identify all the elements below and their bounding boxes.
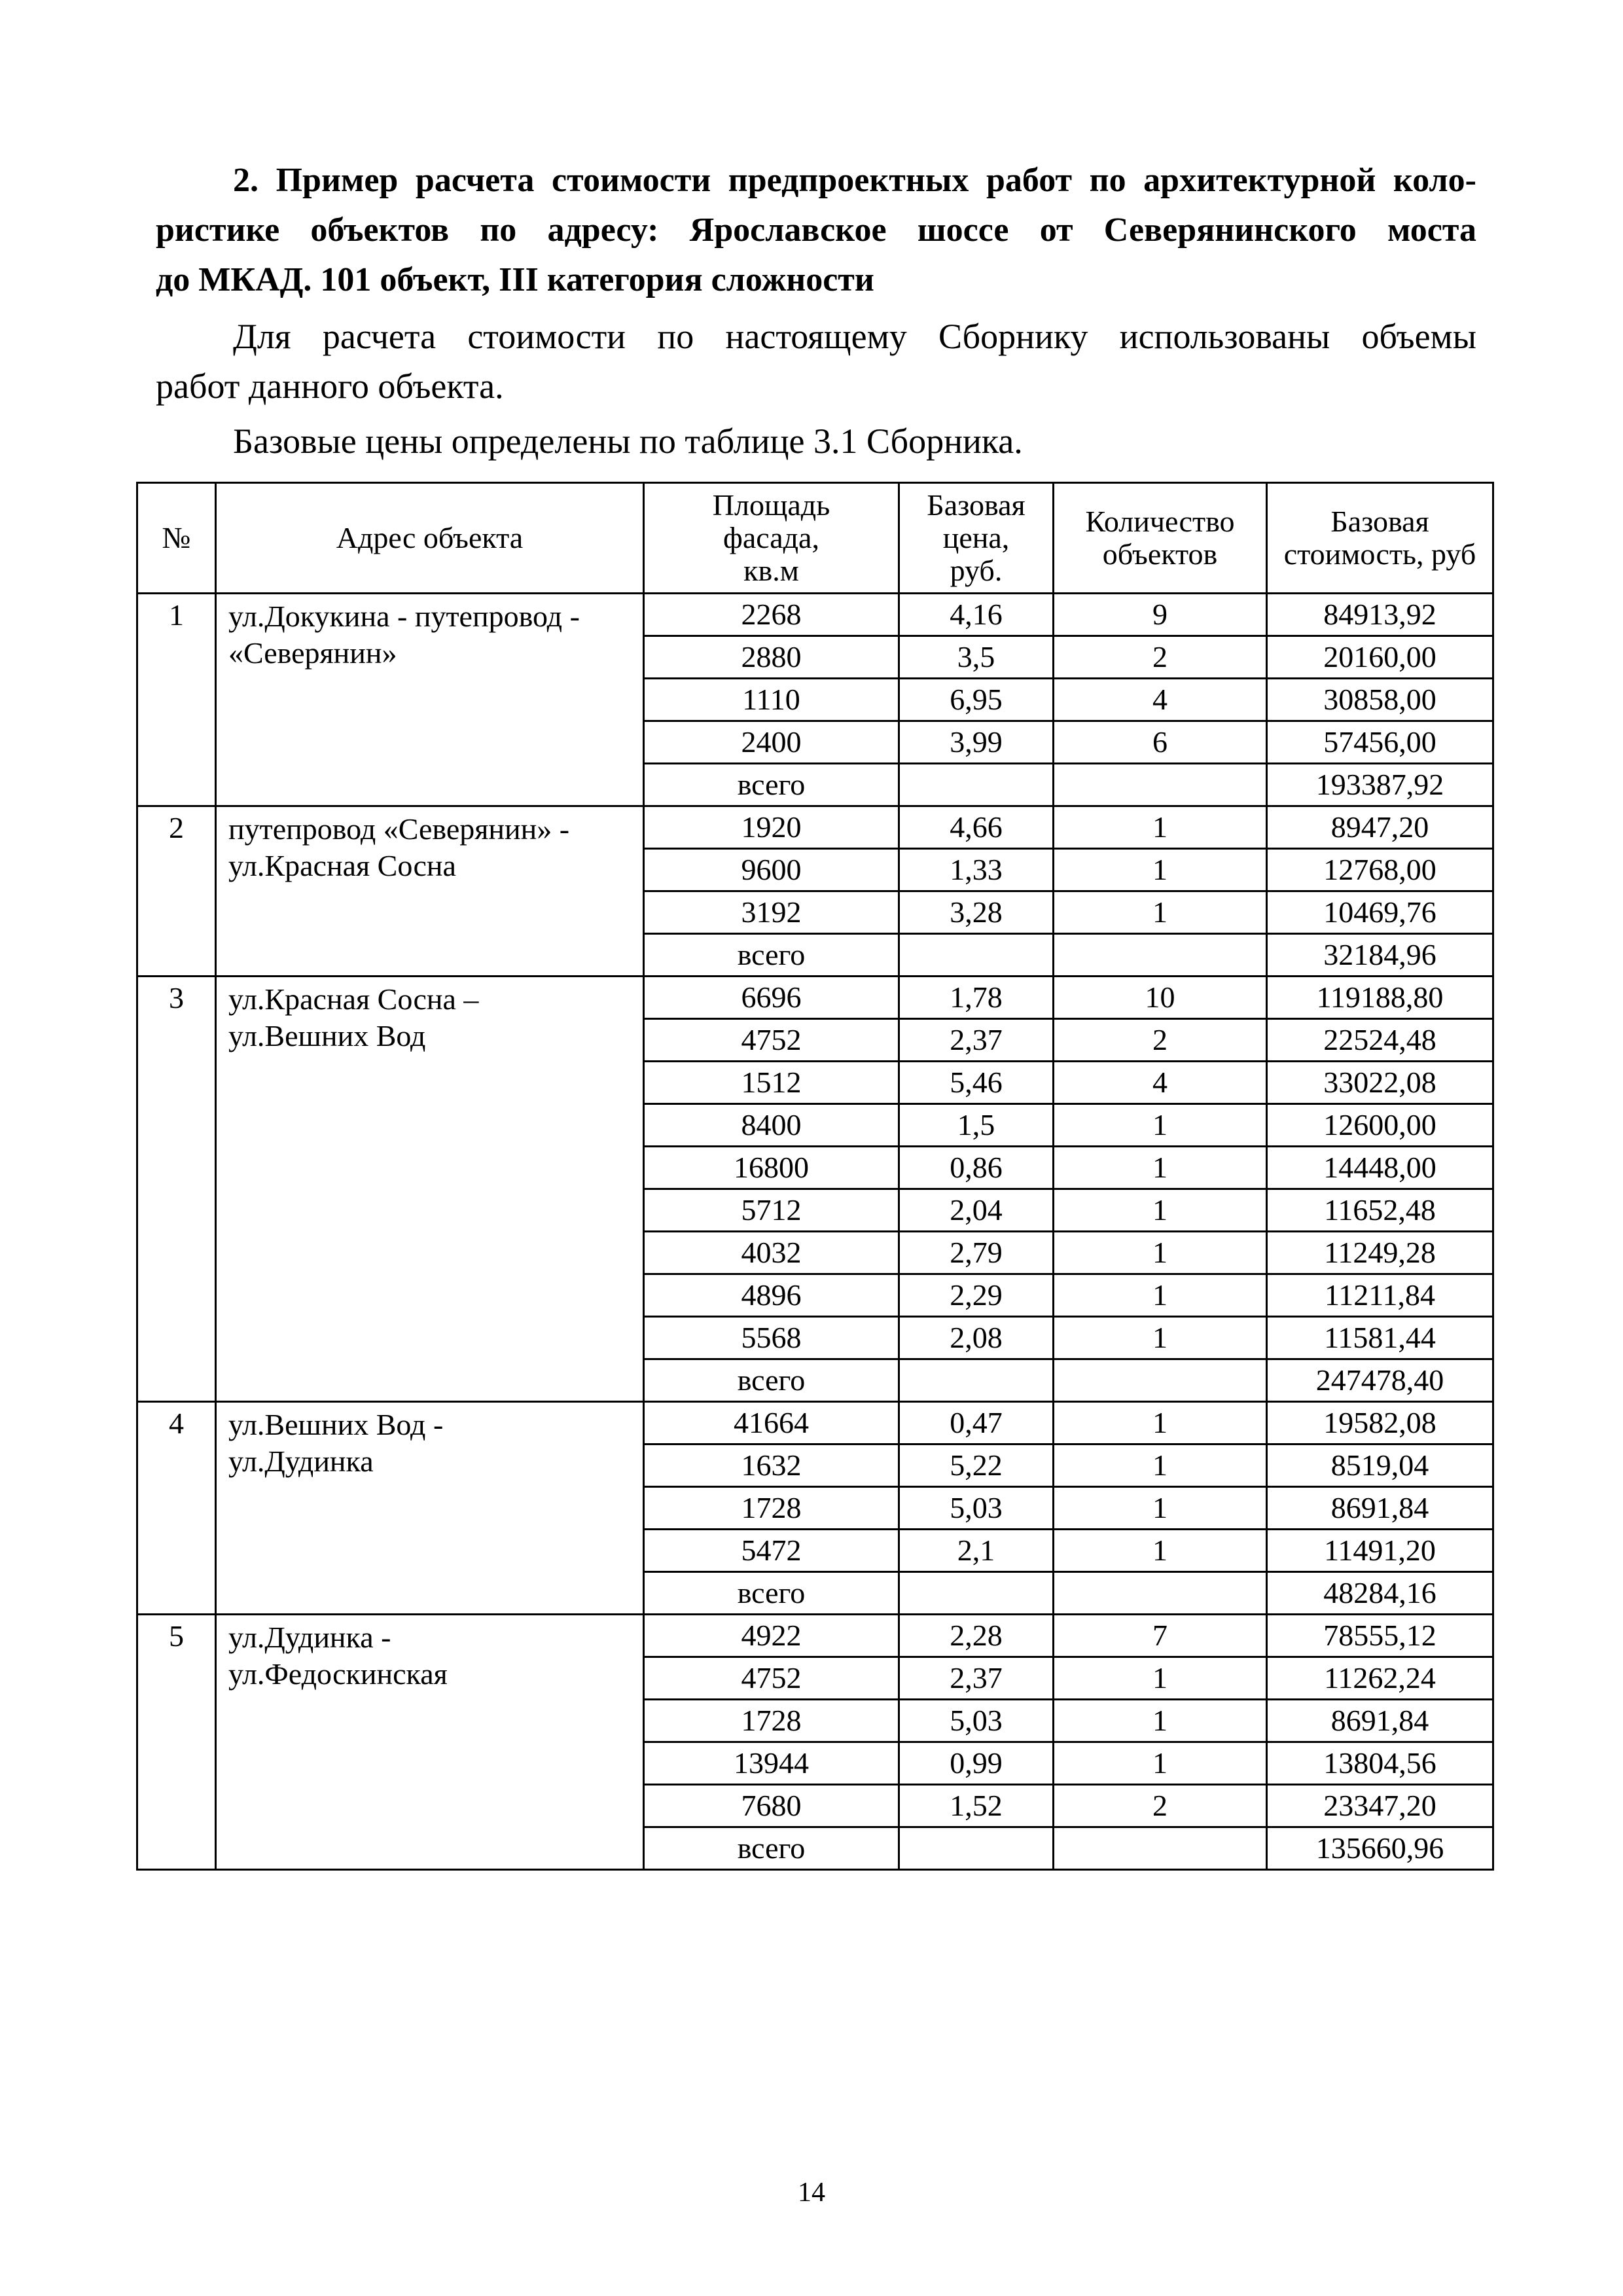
paragraph-volumes-line-1: Для расчета стоимости по настоящему Сборнику использованы объемы — [233, 317, 1476, 356]
cell-total-label: всего — [644, 1572, 899, 1615]
header-price-line-1: Базовая — [927, 488, 1026, 522]
table-header-row — [137, 483, 1493, 594]
cell-count: 1 — [1054, 849, 1267, 891]
table-row — [137, 806, 1493, 849]
address-line: ул.Красная Сосна – — [228, 982, 479, 1016]
cell-count: 1 — [1054, 1232, 1267, 1274]
cell-area: 6696 — [644, 977, 899, 1019]
cell-count: 6 — [1054, 721, 1267, 764]
cell-area: 3192 — [644, 891, 899, 934]
cell-cost: 8947,20 — [1267, 806, 1493, 849]
cell-empty — [899, 934, 1054, 977]
cell-price: 3,99 — [899, 721, 1054, 764]
cell-total-label: всего — [644, 1359, 899, 1402]
cell-count: 1 — [1054, 1657, 1267, 1700]
page-number: 14 — [798, 2178, 825, 2208]
cell-count: 1 — [1054, 1104, 1267, 1147]
cell-area: 9600 — [644, 849, 899, 891]
table-row — [137, 1615, 1493, 1657]
cell-cost: 22524,48 — [1267, 1019, 1493, 1062]
header-area — [644, 483, 899, 594]
cell-count: 1 — [1054, 1700, 1267, 1742]
cell-cost: 19582,08 — [1267, 1402, 1493, 1444]
header-address: Адрес объекта — [216, 483, 644, 594]
cell-empty — [1054, 1359, 1267, 1402]
cell-price: 4,66 — [899, 806, 1054, 849]
cell-price: 1,52 — [899, 1785, 1054, 1827]
cell-cost: 12768,00 — [1267, 849, 1493, 891]
cell-cost: 78555,12 — [1267, 1615, 1493, 1657]
cell-area: 41664 — [644, 1402, 899, 1444]
cell-area: 2400 — [644, 721, 899, 764]
header-count-line-1: Количество — [1085, 505, 1235, 538]
cell-cost: 11491,20 — [1267, 1530, 1493, 1572]
cell-cost: 84913,92 — [1267, 594, 1493, 636]
cell-area: 4896 — [644, 1274, 899, 1317]
paragraph-volumes — [156, 312, 1476, 411]
header-count-line-2: объектов — [1102, 537, 1218, 571]
cell-count: 1 — [1054, 1402, 1267, 1444]
cell-area: 1512 — [644, 1062, 899, 1104]
cell-area: 16800 — [644, 1147, 899, 1189]
cell-price: 2,29 — [899, 1274, 1054, 1317]
cell-count: 1 — [1054, 1147, 1267, 1189]
table-row — [137, 1402, 1493, 1444]
cell-address — [216, 594, 644, 806]
cell-price: 2,1 — [899, 1530, 1054, 1572]
cell-total-value: 135660,96 — [1267, 1827, 1493, 1870]
table-body — [137, 594, 1493, 1870]
cell-count: 1 — [1054, 1487, 1267, 1530]
header-count — [1054, 483, 1267, 594]
address-line: ул.Вешних Вод - — [228, 1408, 444, 1441]
cell-price: 5,03 — [899, 1700, 1054, 1742]
address-line: ул.Дудинка — [228, 1444, 374, 1478]
cell-empty — [899, 1572, 1054, 1615]
heading-line-2: ристике объектов по адресу: Ярославское шоссе от Северянинского моста — [156, 211, 1476, 249]
header-cost-line-1: Базовая — [1330, 505, 1429, 538]
cell-price: 2,08 — [899, 1317, 1054, 1359]
cell-area: 4032 — [644, 1232, 899, 1274]
cell-group-number: 1 — [137, 594, 216, 806]
cell-area: 5712 — [644, 1189, 899, 1232]
cell-price: 2,37 — [899, 1019, 1054, 1062]
cell-count: 4 — [1054, 1062, 1267, 1104]
cell-area: 1728 — [644, 1487, 899, 1530]
cell-cost: 57456,00 — [1267, 721, 1493, 764]
cell-price: 2,28 — [899, 1615, 1054, 1657]
cell-price: 6,95 — [899, 679, 1054, 721]
cell-group-number: 2 — [137, 806, 216, 977]
header-no: № — [137, 483, 216, 594]
cell-count: 2 — [1054, 1019, 1267, 1062]
cell-price: 3,5 — [899, 636, 1054, 679]
cell-price: 0,86 — [899, 1147, 1054, 1189]
cell-cost: 33022,08 — [1267, 1062, 1493, 1104]
cell-cost: 30858,00 — [1267, 679, 1493, 721]
cell-price: 2,04 — [899, 1189, 1054, 1232]
cell-address — [216, 977, 644, 1402]
cell-total-label: всего — [644, 1827, 899, 1870]
cell-total-label: всего — [644, 934, 899, 977]
cell-area: 13944 — [644, 1742, 899, 1785]
cell-total-label: всего — [644, 764, 899, 806]
table-row — [137, 977, 1493, 1019]
cell-price: 0,47 — [899, 1402, 1054, 1444]
cell-cost: 12600,00 — [1267, 1104, 1493, 1147]
cell-count: 2 — [1054, 1785, 1267, 1827]
header-area-line-3: кв.м — [743, 554, 799, 587]
cell-price: 5,46 — [899, 1062, 1054, 1104]
heading-line-3: до МКАД. 101 объект, III категория сложности — [156, 261, 874, 298]
header-price — [899, 483, 1054, 594]
cell-cost: 11581,44 — [1267, 1317, 1493, 1359]
cell-cost: 11249,28 — [1267, 1232, 1493, 1274]
cell-area: 1920 — [644, 806, 899, 849]
cell-price: 3,28 — [899, 891, 1054, 934]
cell-price: 2,79 — [899, 1232, 1054, 1274]
cell-area: 5568 — [644, 1317, 899, 1359]
cell-area: 4752 — [644, 1019, 899, 1062]
cell-cost: 23347,20 — [1267, 1785, 1493, 1827]
address-line: ул.Дудинка - — [228, 1621, 391, 1654]
cell-count: 4 — [1054, 679, 1267, 721]
cell-empty — [899, 1359, 1054, 1402]
cell-count: 1 — [1054, 891, 1267, 934]
cell-count: 1 — [1054, 1742, 1267, 1785]
cell-area: 7680 — [644, 1785, 899, 1827]
header-cost — [1267, 483, 1493, 594]
cell-count: 2 — [1054, 636, 1267, 679]
cell-total-value: 193387,92 — [1267, 764, 1493, 806]
paragraph-base-prices — [156, 416, 1476, 466]
cell-area: 1632 — [644, 1444, 899, 1487]
cell-cost: 119188,80 — [1267, 977, 1493, 1019]
cell-count: 1 — [1054, 1530, 1267, 1572]
cell-area: 2880 — [644, 636, 899, 679]
section-heading — [156, 156, 1476, 305]
address-line: «Северянин» — [228, 636, 397, 670]
cell-area: 1110 — [644, 679, 899, 721]
cell-cost: 11262,24 — [1267, 1657, 1493, 1700]
cell-total-value: 32184,96 — [1267, 934, 1493, 977]
cell-area: 5472 — [644, 1530, 899, 1572]
cell-price: 1,33 — [899, 849, 1054, 891]
cell-group-number: 5 — [137, 1615, 216, 1870]
cell-group-number: 3 — [137, 977, 216, 1402]
cell-area: 4922 — [644, 1615, 899, 1657]
cell-empty — [1054, 1572, 1267, 1615]
cell-address — [216, 806, 644, 977]
table-row — [137, 594, 1493, 636]
cell-price: 2,37 — [899, 1657, 1054, 1700]
header-area-line-1: Площадь — [712, 488, 830, 522]
cell-cost: 11652,48 — [1267, 1189, 1493, 1232]
cell-address — [216, 1402, 644, 1615]
cell-price: 0,99 — [899, 1742, 1054, 1785]
cell-group-number: 4 — [137, 1402, 216, 1615]
cell-area: 1728 — [644, 1700, 899, 1742]
header-price-line-3: руб. — [950, 554, 1003, 587]
cell-empty — [1054, 1827, 1267, 1870]
address-line: путепровод «Северянин» - — [228, 812, 570, 846]
cell-area: 4752 — [644, 1657, 899, 1700]
cell-price: 5,22 — [899, 1444, 1054, 1487]
cell-price: 1,78 — [899, 977, 1054, 1019]
address-line: ул.Красная Сосна — [228, 849, 456, 882]
cell-count: 1 — [1054, 806, 1267, 849]
cell-cost: 8691,84 — [1267, 1487, 1493, 1530]
address-line: ул.Вешних Вод — [228, 1019, 426, 1052]
header-price-line-2: цена, — [942, 521, 1010, 554]
cost-table — [136, 482, 1494, 1871]
paragraph-volumes-line-2: работ данного объекта. — [156, 367, 504, 406]
cell-count: 1 — [1054, 1189, 1267, 1232]
cell-count: 1 — [1054, 1444, 1267, 1487]
cell-empty — [1054, 764, 1267, 806]
cell-empty — [1054, 934, 1267, 977]
cell-area: 8400 — [644, 1104, 899, 1147]
cell-cost: 13804,56 — [1267, 1742, 1493, 1785]
address-line: ул.Докукина - путепровод - — [228, 600, 580, 633]
cell-total-value: 247478,40 — [1267, 1359, 1493, 1402]
cell-count: 10 — [1054, 977, 1267, 1019]
paragraph-base-prices-line: Базовые цены определены по таблице 3.1 Сборника. — [233, 422, 1023, 461]
cell-empty — [899, 1827, 1054, 1870]
cell-empty — [899, 764, 1054, 806]
cell-address — [216, 1615, 644, 1870]
address-line: ул.Федоскинская — [228, 1657, 448, 1691]
heading-line-1: 2. Пример расчета стоимости предпроектных работ по архитектурной коло- — [233, 162, 1476, 199]
cell-cost: 8691,84 — [1267, 1700, 1493, 1742]
cell-cost: 11211,84 — [1267, 1274, 1493, 1317]
cell-price: 5,03 — [899, 1487, 1054, 1530]
cell-area: 2268 — [644, 594, 899, 636]
cell-count: 9 — [1054, 594, 1267, 636]
cell-count: 1 — [1054, 1317, 1267, 1359]
cell-cost: 10469,76 — [1267, 891, 1493, 934]
cell-count: 7 — [1054, 1615, 1267, 1657]
header-cost-line-2: стоимость, руб — [1283, 537, 1476, 571]
cell-cost: 14448,00 — [1267, 1147, 1493, 1189]
cell-total-value: 48284,16 — [1267, 1572, 1493, 1615]
cell-cost: 8519,04 — [1267, 1444, 1493, 1487]
cell-price: 1,5 — [899, 1104, 1054, 1147]
cell-cost: 20160,00 — [1267, 636, 1493, 679]
cell-count: 1 — [1054, 1274, 1267, 1317]
cell-price: 4,16 — [899, 594, 1054, 636]
header-area-line-2: фасада, — [723, 521, 819, 554]
